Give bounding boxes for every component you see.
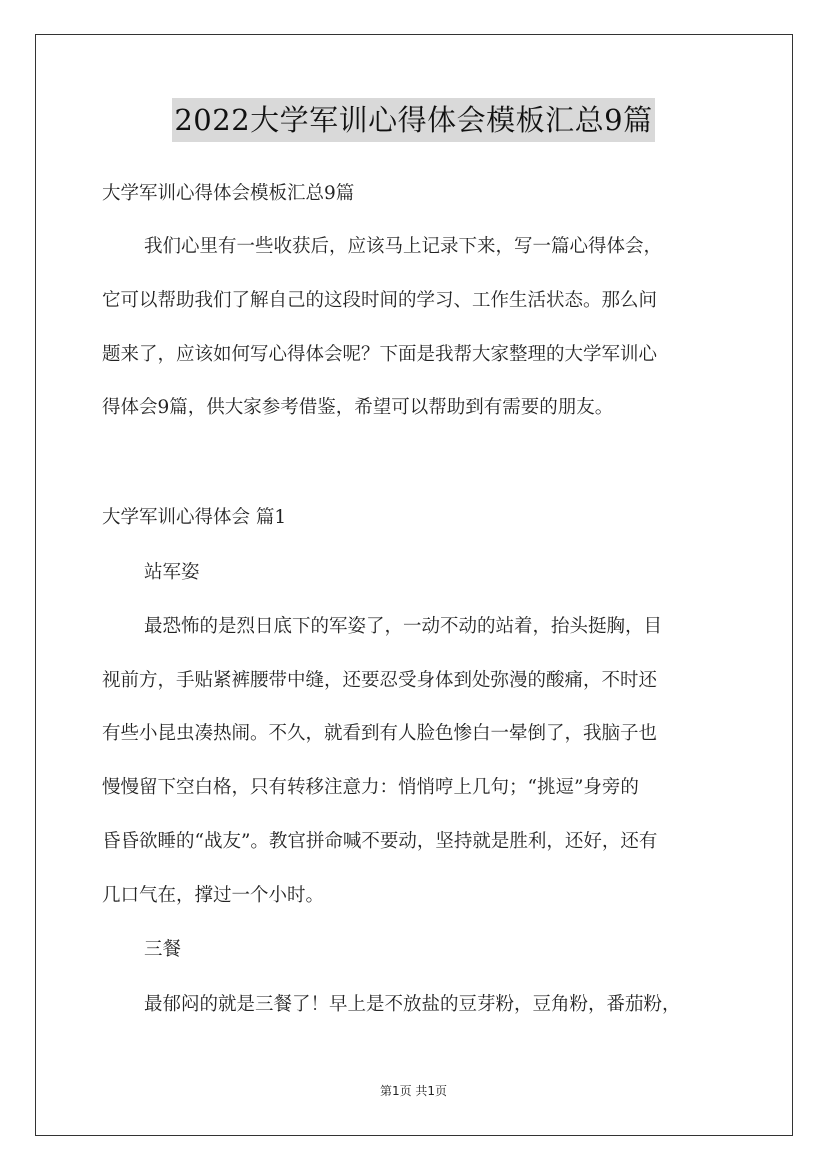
body-line: 昏昏欲睡的“战友”。教官拼命喊不要动，坚持就是胜利，还好，还有 — [102, 831, 658, 852]
intro-line: 题来了，应该如何写心得体会呢？下面是我帮大家整理的大学军训心 — [102, 344, 658, 365]
sub-title-standing: 站军姿 — [144, 562, 200, 583]
title-wrapper — [0, 98, 827, 142]
body-line: 慢慢留下空白格，只有转移注意力：悄悄哼上几句；“挑逗”身旁的 — [102, 777, 639, 798]
section-heading: 大学军训心得体会 篇1 — [102, 507, 287, 528]
body-line: 最恐怖的是烈日底下的军姿了，一动不动的站着，抬头挺胸，目 — [144, 616, 663, 637]
body-line: 几口气在，撑过一个小时。 — [102, 885, 325, 906]
intro-line: 它可以帮助我们了解自己的这段时间的学习、工作生活状态。那么问 — [102, 290, 658, 311]
intro-line: 我们心里有一些收获后，应该马上记录下来，写一篇心得体会， — [144, 236, 663, 257]
body-line: 视前方，手贴紧裤腰带中缝，还要忍受身体到处弥漫的酸痛，不时还 — [102, 670, 658, 691]
body-line: 有些小昆虫凑热闹。不久，就看到有人脸色惨白一晕倒了，我脑子也 — [102, 723, 658, 744]
page-footer: 第1页 共1页 — [379, 1084, 448, 1098]
intro-line: 得体会9篇，供大家参考借鉴，希望可以帮助到有需要的朋友。 — [102, 397, 614, 418]
body-line: 最郁闷的就是三餐了！早上是不放盐的豆芽粉，豆角粉，番茄粉， — [144, 994, 681, 1015]
document-subtitle: 大学军训心得体会模板汇总9篇 — [102, 183, 355, 204]
sub-title-meals: 三餐 — [144, 939, 182, 960]
document-title: 2022大学军训心得体会模板汇总9篇 — [172, 98, 654, 142]
